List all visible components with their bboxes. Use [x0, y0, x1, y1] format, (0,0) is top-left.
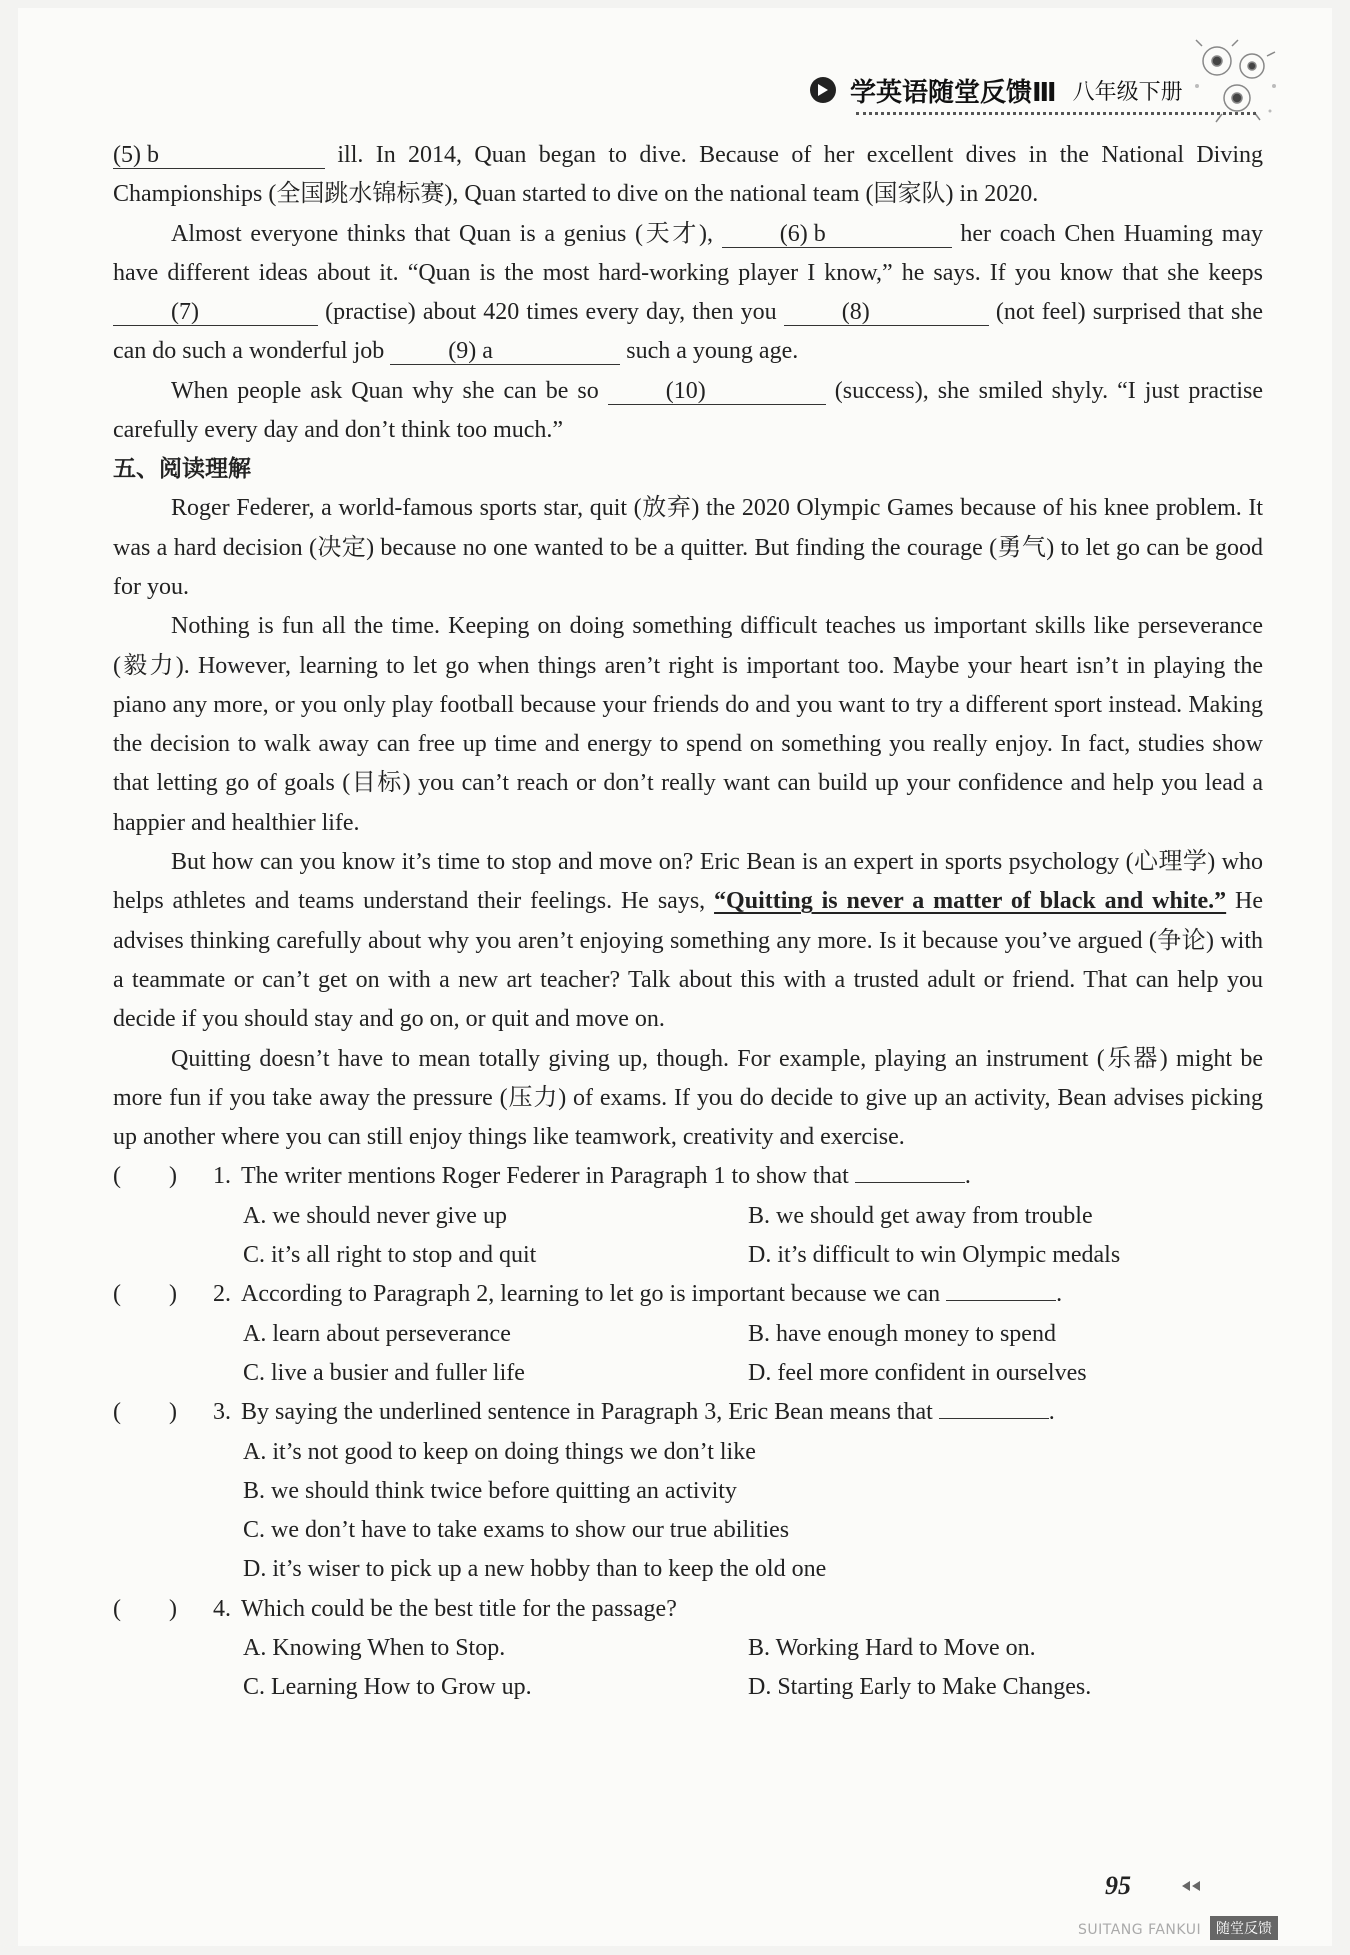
option-c[interactable]: C. we don’t have to take exams to show our true abilities [243, 1517, 790, 1544]
blank-5-label: (5) b [113, 142, 159, 168]
option-d[interactable]: D. it’s wiser to pick up a new hobby than to keep the old one [243, 1556, 827, 1583]
question-number: 2. [213, 1281, 231, 1308]
reading-paragraph-1: Roger Federer, a world-famous sports star, quit (放弃) the 2020 Olympic Games because of his knee problem. It was a hard decision (决定) because no one wanted to be a quitter. But finding the courage (勇气) to let go can be good for you. [113, 495, 1263, 600]
section-heading: 五、阅读理解 [113, 456, 251, 483]
workbook-page [18, 8, 1332, 1946]
blank-7[interactable] [113, 299, 318, 326]
answer-parentheses[interactable]: ( ) [113, 1399, 177, 1426]
answer-blank[interactable] [939, 1396, 1049, 1419]
cloze-paragraph-2 [113, 215, 1263, 372]
page-header [810, 70, 1183, 110]
option-d[interactable]: D. feel more confident in ourselves [748, 1359, 1087, 1386]
options [243, 1315, 1263, 1394]
question-1 [113, 1157, 1263, 1275]
book-title-text: 学英语随堂反馈 [850, 77, 1033, 108]
question-stem: By saying the underlined sentence in Paragraph 3, Eric Bean means that . [241, 1393, 1263, 1432]
option-b[interactable]: B. we should think twice before quitting an activity [243, 1477, 737, 1504]
reading-paragraph-4: Quitting doesn’t have to mean totally giving up, though. For example, playing an instrument (乐器) might be more fun if you take away the pressure (压力) of exams. If you do decide to give up an activity, Bean advises picking up another where you can still enjoy things like teamwork, creativity and exercise. [113, 1045, 1263, 1151]
answer-blank[interactable] [946, 1278, 1056, 1301]
option-d[interactable]: D. Starting Early to Make Changes. [748, 1674, 1092, 1701]
option-c[interactable]: C. it’s all right to stop and quit [243, 1242, 537, 1269]
question-number: 4. [213, 1595, 231, 1622]
option-b[interactable]: B. we should get away from trouble [748, 1202, 1093, 1229]
answer-parentheses[interactable]: ( ) [113, 1163, 177, 1190]
blank-5[interactable] [113, 142, 325, 169]
blank-8-label: (8) [841, 299, 870, 326]
question-row [113, 1590, 1263, 1629]
header-divider [856, 112, 1256, 115]
option-a[interactable]: A. learn about perseverance [243, 1320, 511, 1347]
question-2 [113, 1275, 1263, 1393]
question-row [113, 1275, 1263, 1314]
question-stem: According to Paragraph 2, learning to let go is important because we can . [241, 1275, 1263, 1314]
question-stem-text: According to Paragraph 2, learning to let go is important because we can [241, 1281, 947, 1308]
question-row [113, 1157, 1263, 1196]
underlined-sentence: “Quitting is never a matter of black and white.” [714, 888, 1227, 915]
cloze-p3-b: (success), she smiled shyly. “I just practise carefully every day and don’t think too much.” [113, 377, 1264, 444]
blank-8[interactable] [784, 299, 989, 326]
question-stem: Which could be the best title for the passage? [241, 1595, 677, 1622]
blank-7-label: (7) [171, 299, 199, 326]
option-a[interactable]: A. Knowing When to Stop. [243, 1634, 506, 1661]
question-stem: The writer mentions Roger Federer in Paragraph 1 to show that . [241, 1157, 1263, 1196]
options [243, 1433, 1263, 1590]
rewind-icon [1180, 1880, 1202, 1892]
option-d[interactable]: D. it’s difficult to win Olympic medals [748, 1242, 1121, 1269]
answer-blank[interactable] [855, 1160, 965, 1183]
option-c[interactable]: C. Learning How to Grow up. [243, 1674, 532, 1701]
blank-9-label: (9) a [448, 338, 493, 365]
question-number: 3. [213, 1399, 231, 1426]
book-title [850, 72, 1057, 109]
blank-10[interactable] [608, 378, 826, 405]
cloze-p2-e: such a young age. [620, 338, 799, 365]
cloze-p2-d: (not feel) surprised that she can do such a wonderful job [113, 299, 1263, 365]
page-number: 95 [1105, 1871, 1131, 1900]
option-b[interactable]: B. Working Hard to Move on. [748, 1634, 1036, 1661]
cloze-p2-c: (practise) about 420 times every day, then you [318, 299, 784, 326]
reading-paragraph-2: Nothing is fun all the time. Keeping on doing something difficult teaches us important skills like perseverance (毅力). However, learning to let go when things aren’t right is important too. Maybe your heart isn’t in playing the piano any more, or you only play football because your friends do and you want to try a different sport instead. Making the decision to walk away can free up time and energy to spend on something you really enjoy. In fact, studies show that letting go of goals (目标) you can’t reach or don’t really want can build up your confidence and help you lead a happier and healthier life. [113, 613, 1263, 836]
question-stem-text: The writer mentions Roger Federer in Paragraph 1 to show that [241, 1163, 855, 1190]
cloze-paragraph-1 [113, 136, 1263, 215]
blank-10-label: (10) [665, 377, 706, 404]
cloze-p1-text: ill. In 2014, Quan began to dive. Because of her excellent dives in the National Diving Championships (全国跳水锦标赛), Quan started to dive on the national team (国家队) in 2020. [113, 142, 1264, 208]
flower-decoration-icon [1182, 26, 1292, 136]
cloze-p2-b: her coach Chen Huaming may have different ideas about it. “Quan is the most hard-working player I know,” he says. If you know that she keeps [113, 220, 1264, 286]
question-4 [113, 1590, 1263, 1708]
options [243, 1197, 1263, 1276]
cloze-p3-a: When people ask Quan why she can be so [171, 377, 608, 404]
cloze-p2-a: Almost everyone thinks that Quan is a genius (天才), [171, 220, 722, 247]
option-c[interactable]: C. live a busier and fuller life [243, 1359, 525, 1386]
option-a[interactable]: A. we should never give up [243, 1202, 507, 1229]
blank-6[interactable] [722, 221, 952, 248]
reading-p3-a: But how can you know it’s time to stop and move on? Eric Bean is an expert in sports psychology (心理学) who helps athletes and teams understand their feelings. He says, [113, 849, 1263, 915]
reading-paragraph-3 [113, 843, 1263, 1039]
brand-cn: 随堂反馈 [1210, 1916, 1278, 1940]
options [243, 1629, 1263, 1708]
option-b[interactable]: B. have enough money to spend [748, 1320, 1056, 1347]
answer-parentheses[interactable]: ( ) [113, 1595, 177, 1622]
page-content [113, 136, 1263, 1708]
blank-6-label: (6) b [779, 220, 826, 247]
option-a[interactable]: A. it’s not good to keep on doing things we don’t like [243, 1438, 756, 1465]
play-icon [810, 77, 836, 103]
question-row [113, 1393, 1263, 1432]
blank-9[interactable] [390, 338, 620, 365]
cloze-paragraph-3 [113, 372, 1263, 451]
brand-en: SUITANG FANKUI [1078, 1922, 1202, 1938]
answer-parentheses[interactable]: ( ) [113, 1281, 177, 1308]
question-number: 1. [213, 1163, 231, 1190]
book-volume: Ⅲ [1032, 77, 1057, 108]
book-grade: 八年级下册 [1072, 79, 1183, 105]
question-3 [113, 1393, 1263, 1589]
reading-p3-b: He advises thinking carefully about why you aren’t enjoying something any more. Is it because you’ve argued (争论) with a teammate or can’t get on with a new art teacher? Talk about this with a trusted adult or friend. That can help you decide if you should stay and go on, or quit and move on. [113, 888, 1264, 1033]
question-stem-text: By saying the underlined sentence in Paragraph 3, Eric Bean means that [241, 1399, 939, 1426]
